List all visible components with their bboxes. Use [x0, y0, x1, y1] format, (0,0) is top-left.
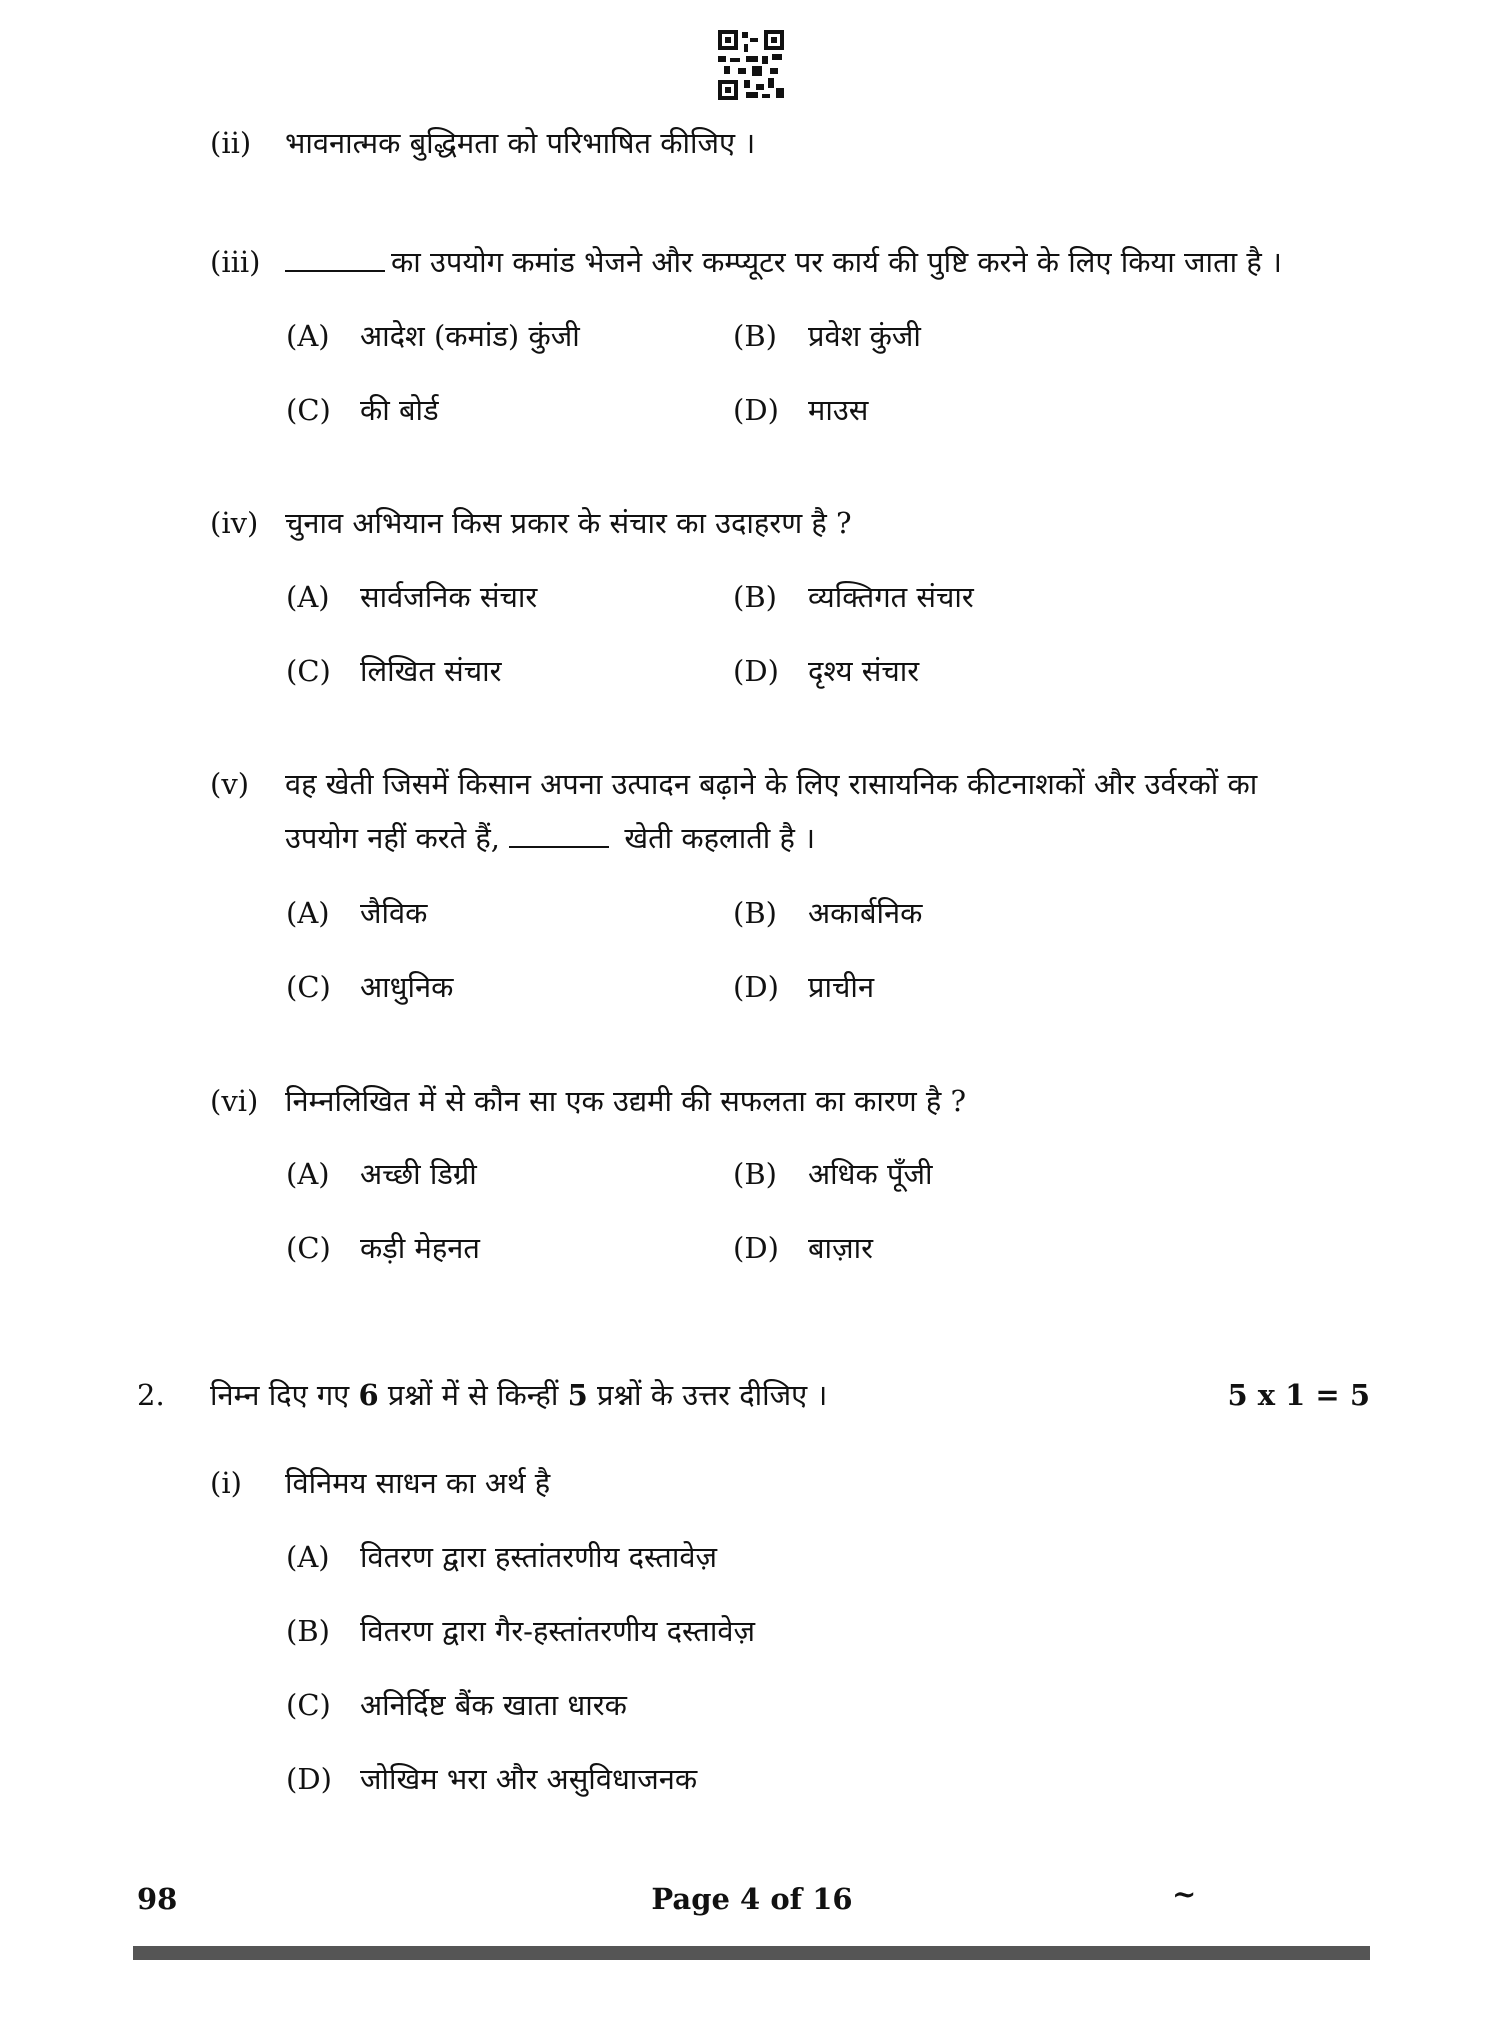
- option-text: अकार्बनिक: [808, 896, 923, 930]
- question-text: [285, 244, 1282, 280]
- option-text: अनिर्दिष्ट बैंक खाता धारक: [360, 1688, 627, 1722]
- option-text: जैविक: [360, 896, 428, 930]
- question-text-part: प्रश्नों के उत्तर दीजिए ।: [596, 1378, 828, 1412]
- option-text: कड़ी मेहनत: [360, 1231, 480, 1265]
- qr-code: [718, 30, 784, 100]
- option-text: आदेश (कमांड) कुंजी: [360, 319, 580, 353]
- option-label: (C): [286, 654, 331, 688]
- option-label: (A): [286, 1540, 330, 1574]
- question-text: निम्नलिखित में से कौन सा एक उद्यमी की सफलता का कारण है ?: [285, 1084, 967, 1118]
- answer-blank: [509, 824, 609, 848]
- option-text: प्रवेश कुंजी: [808, 319, 921, 353]
- paper-code: 98: [137, 1882, 178, 1916]
- option-label: (A): [286, 580, 330, 614]
- question-text-part: प्रश्नों में से किन्हीं: [387, 1378, 559, 1412]
- option-label: (C): [286, 1231, 331, 1265]
- question-text-part: निम्न दिए गए: [210, 1378, 350, 1412]
- page-number: Page 4 of 16: [651, 1882, 853, 1916]
- option-label: (A): [286, 1157, 330, 1191]
- option-label: (D): [733, 970, 779, 1004]
- option-label: (B): [733, 896, 777, 930]
- marks: 5 x 1 = 5: [1227, 1378, 1370, 1412]
- option-label: (B): [733, 1157, 777, 1191]
- question-text-content: का उपयोग कमांड भेजने और कम्प्यूटर पर कार्य की पुष्टि करने के लिए किया जाता है ।: [391, 245, 1282, 279]
- option-text: जोखिम भरा और असुविधाजनक: [360, 1762, 698, 1796]
- question-text: भावनात्मक बुद्धिमता को परिभाषित कीजिए ।: [285, 126, 756, 160]
- option-text: आधुनिक: [360, 970, 454, 1004]
- option-label: (D): [733, 1231, 779, 1265]
- question-number: (ii): [210, 126, 252, 160]
- footer-rule: [133, 1946, 1370, 1960]
- question-number: 2.: [137, 1378, 165, 1412]
- option-text: बाज़ार: [808, 1231, 873, 1265]
- option-label: (B): [733, 319, 777, 353]
- question-text: विनिमय साधन का अर्थ है: [285, 1466, 551, 1500]
- question-number: (v): [210, 767, 250, 801]
- option-text: लिखित संचार: [360, 654, 502, 688]
- footer-mark: ~: [1172, 1877, 1197, 1911]
- question-text-part: उपयोग नहीं करते हैं,: [285, 821, 500, 855]
- option-label: (B): [286, 1614, 330, 1648]
- answer-count: 5: [567, 1378, 588, 1412]
- option-label: (B): [733, 580, 777, 614]
- question-number: (iv): [210, 506, 259, 540]
- option-label: (C): [286, 970, 331, 1004]
- option-label: (D): [286, 1762, 332, 1796]
- answer-blank: [285, 248, 385, 272]
- option-text: अधिक पूँजी: [808, 1157, 933, 1191]
- question-text-part: खेती कहलाती है ।: [624, 821, 816, 855]
- option-label: (C): [286, 393, 331, 427]
- option-label: (A): [286, 319, 330, 353]
- option-label: (D): [733, 654, 779, 688]
- question-count: 6: [358, 1378, 379, 1412]
- question-text: चुनाव अभियान किस प्रकार के संचार का उदाहरण है ?: [285, 506, 852, 540]
- question-text-line2: [285, 820, 815, 856]
- option-label: (A): [286, 896, 330, 930]
- question-text: [210, 1377, 827, 1413]
- option-label: (C): [286, 1688, 331, 1722]
- option-text: सार्वजनिक संचार: [360, 580, 538, 614]
- option-text: माउस: [808, 393, 869, 427]
- question-number: (vi): [210, 1084, 259, 1118]
- option-text: अच्छी डिग्री: [360, 1157, 477, 1191]
- question-number: (iii): [210, 245, 261, 279]
- option-text: व्यक्तिगत संचार: [808, 580, 974, 614]
- question-text: वह खेती जिसमें किसान अपना उत्पादन बढ़ाने के लिए रासायनिक कीटनाशकों और उर्वरकों का: [285, 767, 1258, 801]
- option-text: वितरण द्वारा हस्तांतरणीय दस्तावेज़: [360, 1540, 717, 1574]
- option-text: वितरण द्वारा गैर-हस्तांतरणीय दस्तावेज़: [360, 1614, 755, 1648]
- option-text: की बोर्ड: [360, 393, 439, 427]
- option-label: (D): [733, 393, 779, 427]
- option-text: प्राचीन: [808, 970, 875, 1004]
- question-number: (i): [210, 1466, 242, 1500]
- option-text: दृश्य संचार: [808, 654, 920, 688]
